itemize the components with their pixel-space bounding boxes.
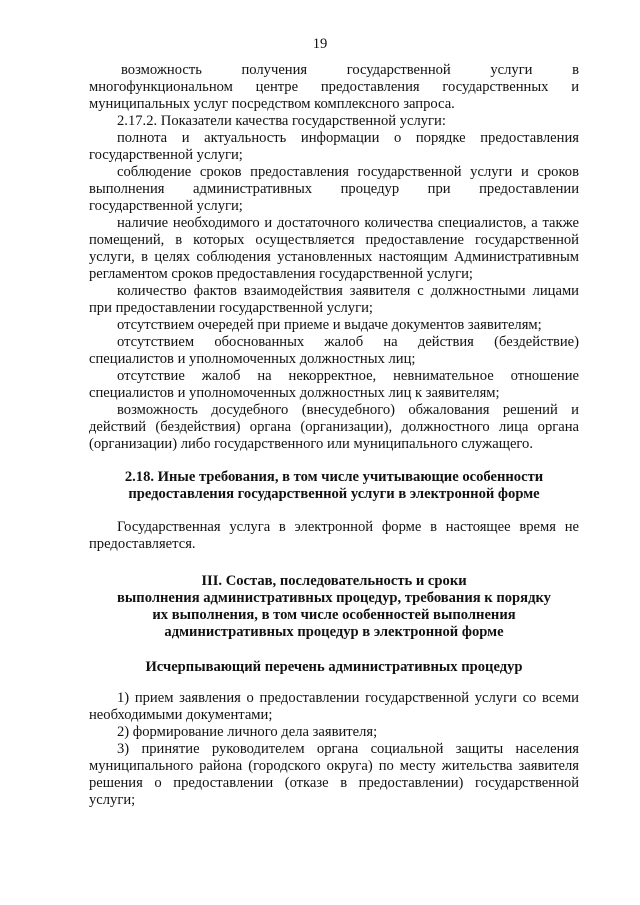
paragraph-completeness: полнота и актуальность информации о порядке предоставления государственной услуги;: [89, 130, 579, 163]
section-3-heading: [89, 573, 579, 641]
section-218-heading-line1: 2.18. Иные требования, в том числе учитывающие особенности: [124, 469, 544, 485]
section-218-heading-line2: предоставления государственной услуги в электронной форме: [128, 486, 540, 502]
section-3-heading-line2: выполнения административных процедур, требования к порядку: [117, 590, 551, 606]
section-3-heading-line1: III. Состав, последовательность и сроки: [201, 573, 467, 589]
paragraph-pretrial-appeal: возможность досудебного (внесудебного) обжалования решений и действий (бездействия) органа (организации), должностного лица органа (организации) либо государственного или муниципального служащего.: [89, 402, 579, 452]
page-number: 19: [312, 36, 328, 52]
procedure-item-2: 2) формирование личного дела заявителя;: [117, 724, 378, 740]
procedures-subheading: Исчерпывающий перечень административных процедур: [145, 659, 523, 675]
section-218-text: Государственная услуга в электронной форме в настоящее время не предоставляется.: [89, 519, 579, 552]
paragraph-complex-request: возможность получения государственной услуги в многофункциональном центре предоставления государственных и муниципальных услуг посредством комплексного запроса.: [89, 62, 579, 112]
paragraph-no-complaints: отсутствием обоснованных жалоб на действия (бездействие) специалистов и уполномоченных должностных лиц;: [89, 334, 579, 367]
section-3-heading-line4: административных процедур в электронной форме: [164, 624, 504, 640]
procedure-item-1: 1) прием заявления о предоставлении государственной услуги со всеми необходимыми документами;: [89, 690, 579, 723]
section-218-heading: [89, 469, 579, 503]
paragraph-quality-indicators: 2.17.2. Показатели качества государственной услуги:: [117, 113, 446, 129]
paragraph-specialists: наличие необходимого и достаточного количества специалистов, а также помещений, в которых осуществляется предоставление государственной услуги, в целях соблюдения установленных настоящим Административным регламентом сроков предоставления государственной услуги;: [89, 215, 579, 282]
paragraph-no-queues: отсутствием очередей при приеме и выдаче документов заявителям;: [117, 317, 542, 333]
paragraph-interactions: количество фактов взаимодействия заявителя с должностными лицами при предоставлении государственной услуги;: [89, 283, 579, 316]
procedure-item-3: 3) принятие руководителем органа социальной защиты населения муниципального района (городского округа) по месту жительства заявителя решения о предоставлении (отказе в предоставлении) государственной услуги;: [89, 741, 579, 808]
section-3-heading-line3: их выполнения, в том числе особенностей выполнения: [152, 607, 516, 623]
paragraph-no-incorrect-attitude: отсутствие жалоб на некорректное, невнимательное отношение специалистов и уполномоченных должностных лиц к заявителям;: [89, 368, 579, 401]
paragraph-deadlines: соблюдение сроков предоставления государственной услуги и сроков выполнения административных процедур при предоставлении государственной услуги;: [89, 164, 579, 214]
document-body: [89, 62, 579, 809]
